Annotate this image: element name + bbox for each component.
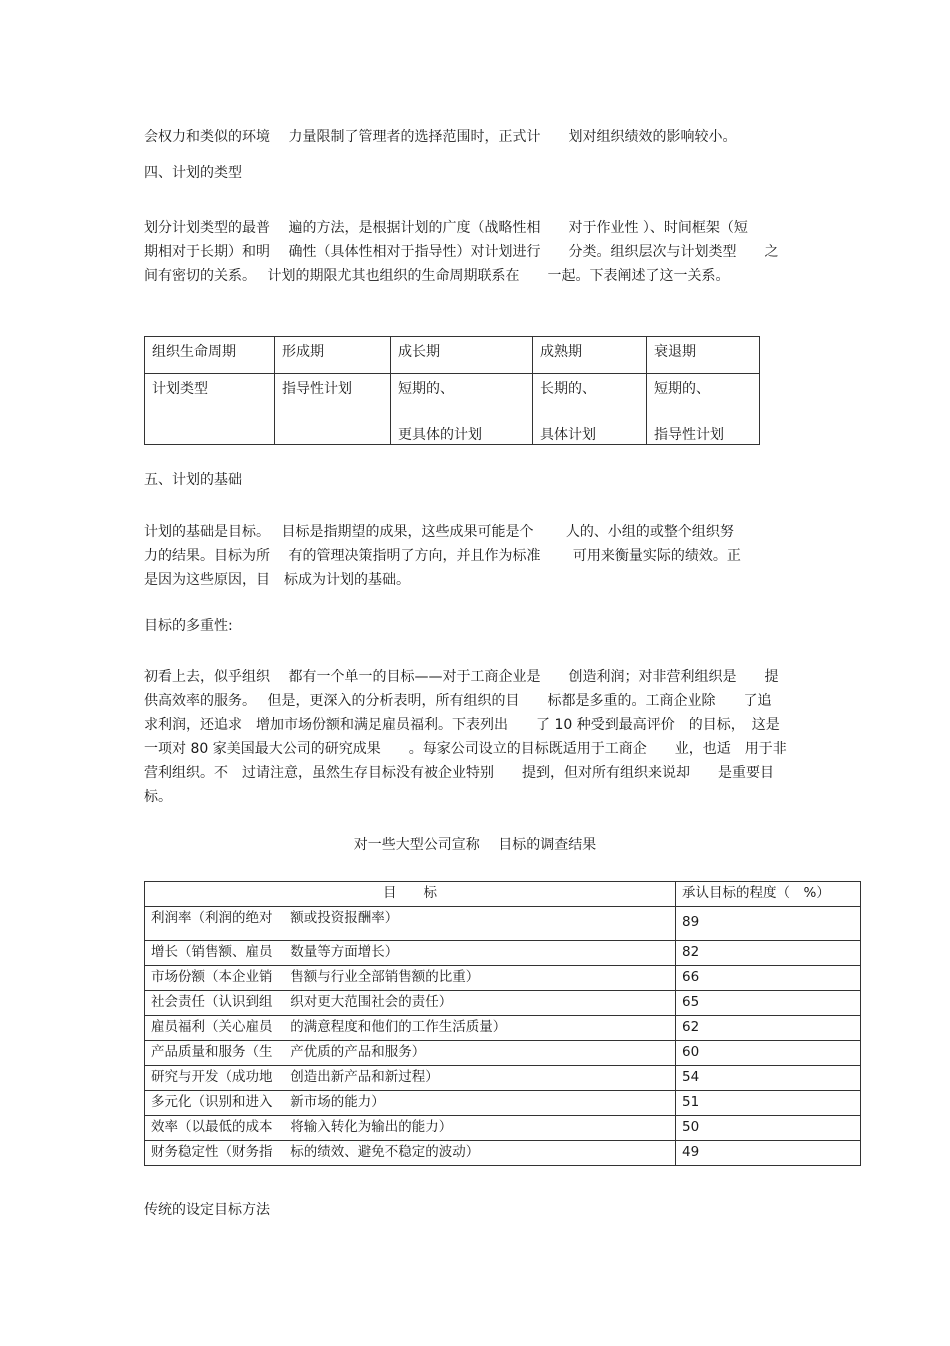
percentage-cell: 82 xyxy=(676,941,861,966)
table-row xyxy=(145,1016,861,1041)
goal-cell: 财务稳定性（财务指 标的绩效、避免不稳定的波动） xyxy=(145,1141,676,1166)
text-line: 期相对于长期）和明 确性（具体性相对于指导性）对计划进行 分类。组织层次与计划类型 之 xyxy=(144,244,779,260)
paragraph-intro: 会权力和类似的环境 力量限制了管理者的选择范围时，正式计 划对组织绩效的影响较小。 xyxy=(144,129,737,145)
table-header-row xyxy=(145,337,760,374)
lifecycle-table xyxy=(144,336,760,445)
goal-cell: 多元化（识别和进入 新市场的能力） xyxy=(145,1091,676,1116)
section-heading-plan-types: 四、计划的类型 xyxy=(144,165,242,181)
section-heading-traditional-goals: 传统的设定目标方法 xyxy=(144,1202,270,1218)
table-cell xyxy=(533,374,647,445)
table-row xyxy=(145,1141,861,1166)
percentage-cell: 89 xyxy=(676,907,861,941)
percentage-cell: 60 xyxy=(676,1041,861,1066)
text-line: 计划的基础是目标。 目标是指期望的成果，这些成果可能是个 人的、小组的或整个组织努 xyxy=(144,524,734,540)
cell-line: 更具体的计划 xyxy=(398,427,482,443)
table-row xyxy=(145,907,861,941)
table-cell: 组织生命周期 xyxy=(145,337,275,374)
table-cell: 计划类型 xyxy=(145,374,275,445)
table-cell xyxy=(391,374,533,445)
text-line: 一项对 80 家美国最大公司的研究成果 。每家公司设立的目标既适用于工商企 业，也适 用于非 xyxy=(144,741,787,757)
subheading-multiple-goals: 目标的多重性: xyxy=(144,618,233,634)
percentage-cell: 54 xyxy=(676,1066,861,1091)
table-row xyxy=(145,991,861,1016)
percentage-cell: 50 xyxy=(676,1116,861,1141)
text-line: 力的结果。目标为所 有的管理决策指明了方向，并且作为标准 可用来衡量实际的绩效。正 xyxy=(144,548,741,564)
text-line: 间有密切的关系。 计划的期限尤其也组织的生命周期联系在 一起。下表阐述了这一关系。 xyxy=(144,268,730,284)
table-cell: 成长期 xyxy=(391,337,533,374)
table-cell xyxy=(275,374,391,445)
table-row xyxy=(145,966,861,991)
table-row xyxy=(145,1091,861,1116)
percentage-cell: 65 xyxy=(676,991,861,1016)
header-goal: 目 标 xyxy=(145,882,676,907)
paragraph-plan-types xyxy=(144,216,778,288)
table-cell: 形成期 xyxy=(275,337,391,374)
table-row xyxy=(145,374,760,445)
table-caption: 对一些大型公司宣称 目标的调查结果 xyxy=(353,837,597,853)
text-line: 营利组织。不 过请注意，虽然生存目标没有被企业特别 提到，但对所有组织来说却 是重要目 xyxy=(144,765,774,781)
header-percentage: 承认目标的程度（ %） xyxy=(676,882,861,907)
survey-table xyxy=(144,881,861,1166)
cell-line: 短期的、 xyxy=(654,381,710,397)
cell-line: 具体计划 xyxy=(540,427,596,443)
table-row xyxy=(145,941,861,966)
percentage-cell: 66 xyxy=(676,966,861,991)
table-cell: 衰退期 xyxy=(647,337,760,374)
text-line: 标。 xyxy=(144,789,172,805)
table-cell xyxy=(647,374,760,445)
table-cell: 成熟期 xyxy=(533,337,647,374)
paragraph-plan-basis xyxy=(144,520,741,592)
goal-cell: 雇员福利（关心雇员 的满意程度和他们的工作生活质量） xyxy=(145,1016,676,1041)
table-row xyxy=(145,1041,861,1066)
table-row xyxy=(145,1066,861,1091)
goal-cell: 研究与开发（成功地 创造出新产品和新过程） xyxy=(145,1066,676,1091)
cell-line: 指导性计划 xyxy=(282,381,352,397)
cell-line: 短期的、 xyxy=(398,381,454,397)
text-line: 求利润，还追求 增加市场份额和满足雇员福利。下表列出 了 10 种受到最高评价 的目标， 这是 xyxy=(144,717,780,733)
goal-cell: 产品质量和服务（生 产优质的产品和服务） xyxy=(145,1041,676,1066)
goal-cell: 社会责任（认识到组 织对更大范围社会的责任） xyxy=(145,991,676,1016)
text-line: 划分计划类型的最普 遍的方法，是根据计划的广度（战略性相 对于作业性 ）、时间框架（短 xyxy=(144,220,748,236)
text-line: 是因为这些原因，目 标成为计划的基础。 xyxy=(144,572,410,588)
section-heading-plan-basis: 五、计划的基础 xyxy=(144,472,242,488)
text-line: 初看上去，似乎组织 都有一个单一的目标——对于工商企业是 创造利润；对非营利组织是 提 xyxy=(144,669,779,685)
table-header-row xyxy=(145,882,861,907)
text-line: 供高效率的服务。 但是，更深入的分析表明，所有组织的目 标都是多重的。工商企业除 了追 xyxy=(144,693,772,709)
percentage-cell: 49 xyxy=(676,1141,861,1166)
goal-cell: 增长（销售额、雇员 数量等方面增长） xyxy=(145,941,676,966)
percentage-cell: 62 xyxy=(676,1016,861,1041)
percentage-cell: 51 xyxy=(676,1091,861,1116)
cell-line: 指导性计划 xyxy=(654,427,724,443)
goal-cell: 效率（以最低的成本 将输入转化为输出的能力） xyxy=(145,1116,676,1141)
goal-cell: 市场份额（本企业销 售额与行业全部销售额的比重） xyxy=(145,966,676,991)
paragraph-multiple-goals xyxy=(144,665,787,809)
cell-line: 长期的、 xyxy=(540,381,596,397)
goal-cell: 利润率（利润的绝对 额或投资报酬率） xyxy=(145,907,676,941)
table-row xyxy=(145,1116,861,1141)
